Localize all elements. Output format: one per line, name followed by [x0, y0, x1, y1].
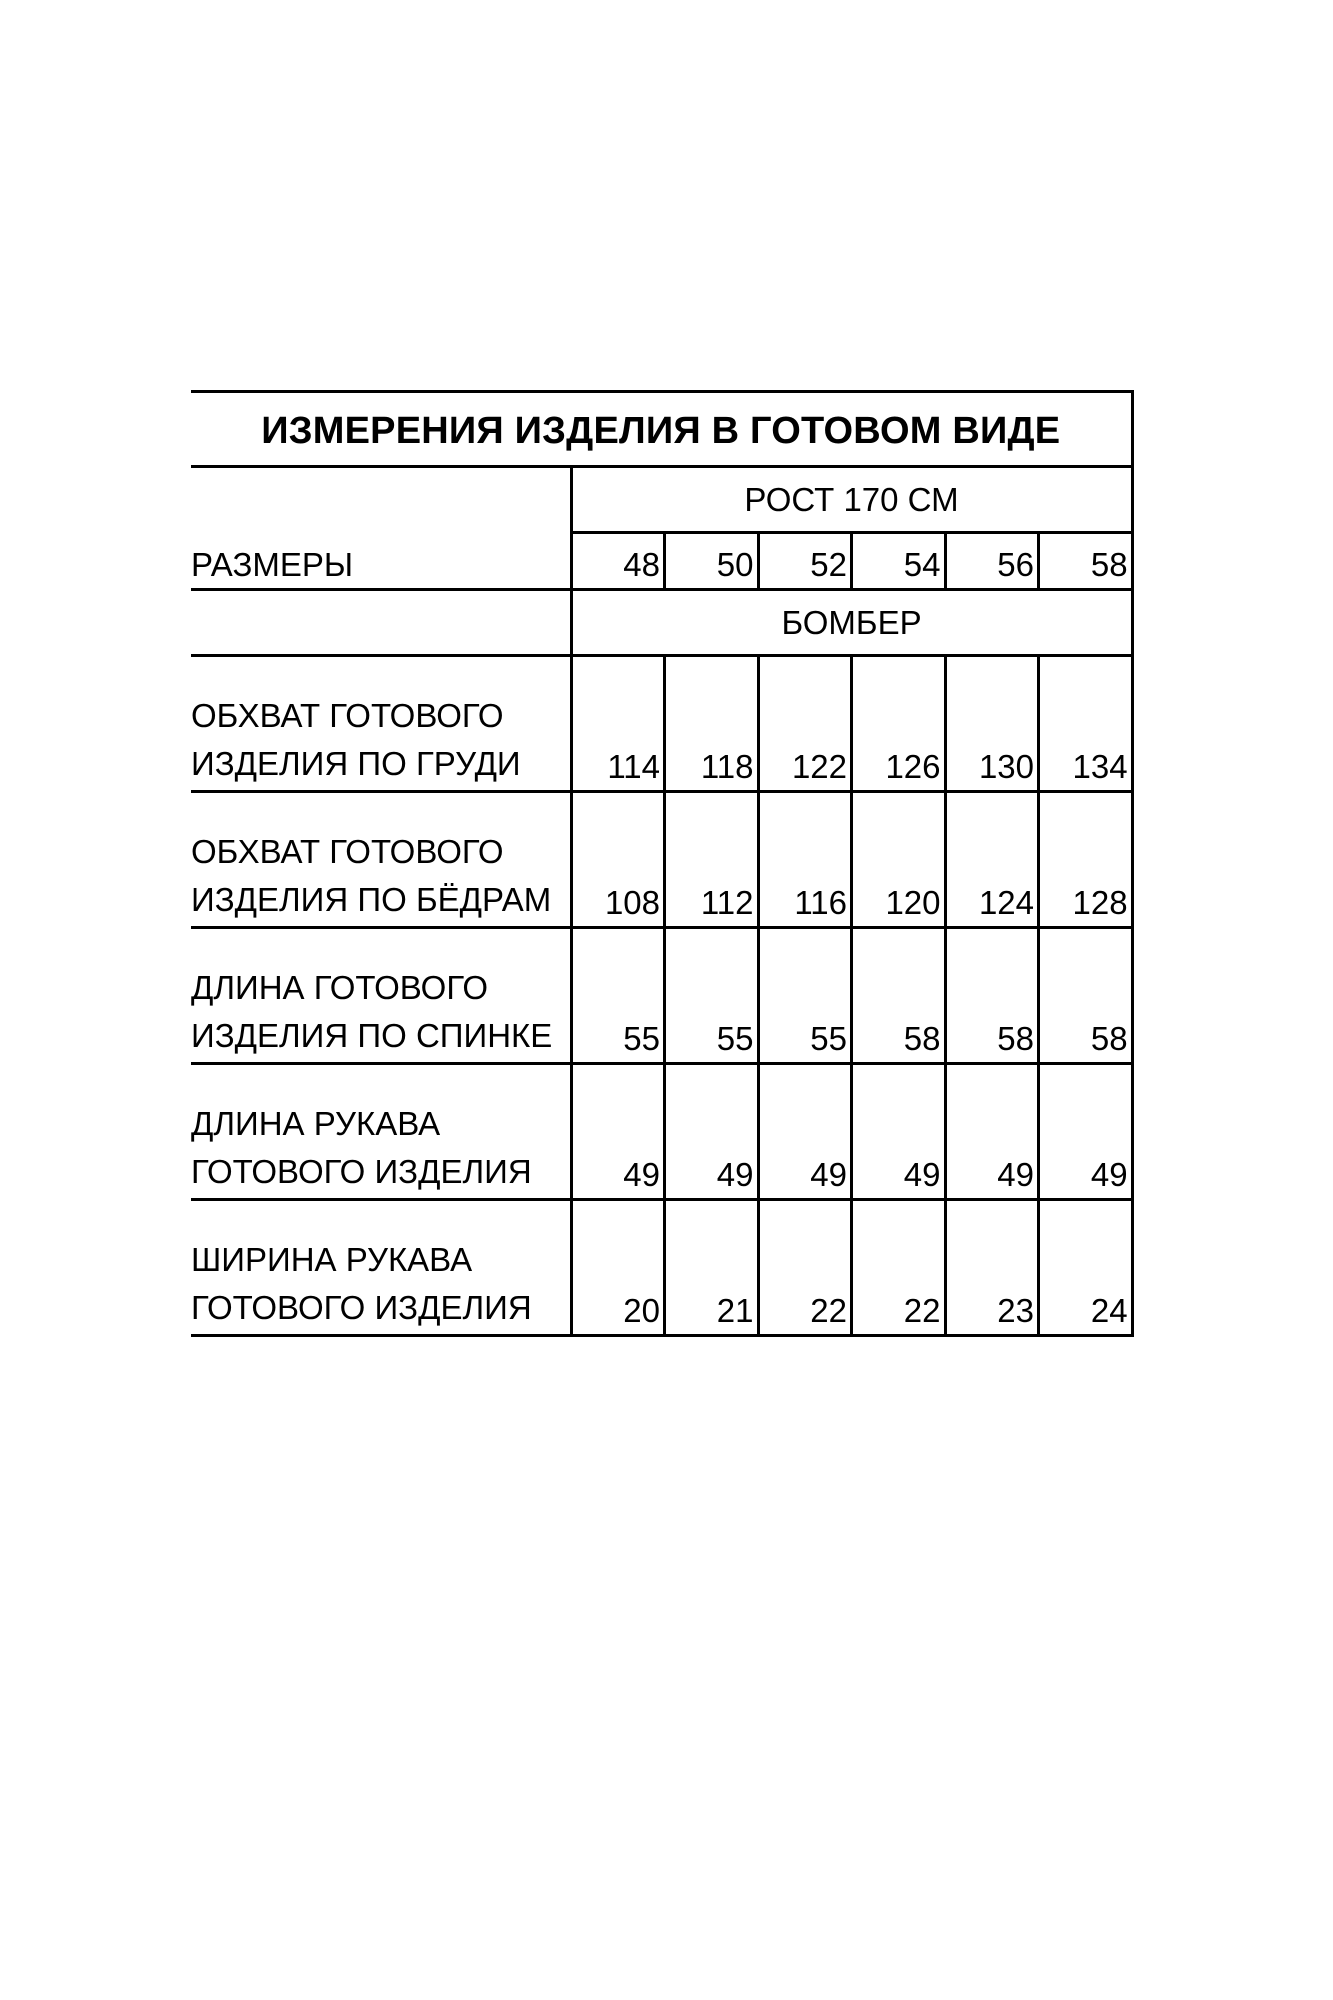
- value-cell: 58: [945, 928, 1039, 1064]
- height-label: РОСТ 170 СМ: [571, 467, 1132, 533]
- table-title: ИЗМЕРЕНИЯ ИЗДЕЛИЯ В ГОТОВОМ ВИДЕ: [191, 392, 1132, 467]
- table-row: [191, 656, 1132, 792]
- row-label: [191, 792, 571, 928]
- size-cell: 48: [571, 533, 665, 590]
- table-row: [191, 1200, 1132, 1336]
- value-cell: 22: [852, 1200, 946, 1336]
- value-cell: 118: [665, 656, 759, 792]
- row-label-line: ШИРИНА РУКАВА: [191, 1241, 473, 1278]
- value-cell: 49: [1039, 1064, 1133, 1200]
- size-cell: 56: [945, 533, 1039, 590]
- row-label-line: ГОТОВОГО ИЗДЕЛИЯ: [191, 1289, 532, 1326]
- value-cell: 116: [758, 792, 852, 928]
- table-row: [191, 1064, 1132, 1200]
- size-cell: 54: [852, 533, 946, 590]
- row-label-line: ИЗДЕЛИЯ ПО БЁДРАМ: [191, 881, 552, 918]
- row-label-line: ДЛИНА РУКАВА: [191, 1105, 441, 1142]
- table-row: [191, 792, 1132, 928]
- value-cell: 58: [852, 928, 946, 1064]
- size-cell: 58: [1039, 533, 1133, 590]
- value-cell: 58: [1039, 928, 1133, 1064]
- value-cell: 55: [571, 928, 665, 1064]
- value-cell: 124: [945, 792, 1039, 928]
- value-cell: 108: [571, 792, 665, 928]
- size-chart: [191, 390, 1132, 1337]
- row-label-line: ИЗДЕЛИЯ ПО ГРУДИ: [191, 745, 521, 782]
- height-row: [191, 467, 1132, 533]
- product-row: [191, 590, 1132, 656]
- value-cell: 24: [1039, 1200, 1133, 1336]
- value-cell: 21: [665, 1200, 759, 1336]
- value-cell: 49: [571, 1064, 665, 1200]
- value-cell: 130: [945, 656, 1039, 792]
- row-label-line: ОБХВАТ ГОТОВОГО: [191, 833, 504, 870]
- row-label-line: ИЗДЕЛИЯ ПО СПИНКЕ: [191, 1017, 553, 1054]
- value-cell: 55: [665, 928, 759, 1064]
- value-cell: 114: [571, 656, 665, 792]
- value-cell: 122: [758, 656, 852, 792]
- row-label: [191, 656, 571, 792]
- value-cell: 49: [665, 1064, 759, 1200]
- value-cell: 23: [945, 1200, 1039, 1336]
- value-cell: 128: [1039, 792, 1133, 928]
- row-label-line: ДЛИНА ГОТОВОГО: [191, 969, 489, 1006]
- value-cell: 20: [571, 1200, 665, 1336]
- value-cell: 126: [852, 656, 946, 792]
- row-label-line: ГОТОВОГО ИЗДЕЛИЯ: [191, 1153, 532, 1190]
- value-cell: 49: [852, 1064, 946, 1200]
- value-cell: 134: [1039, 656, 1133, 792]
- value-cell: 22: [758, 1200, 852, 1336]
- value-cell: 120: [852, 792, 946, 928]
- value-cell: 55: [758, 928, 852, 1064]
- row-label: [191, 928, 571, 1064]
- size-cell: 52: [758, 533, 852, 590]
- size-cell: 50: [665, 533, 759, 590]
- measurements-table: [191, 390, 1134, 1337]
- table-row: [191, 928, 1132, 1064]
- product-label: БОМБЕР: [571, 590, 1132, 656]
- value-cell: 112: [665, 792, 759, 928]
- row-label: [191, 1200, 571, 1336]
- sizes-label: РАЗМЕРЫ: [191, 467, 571, 590]
- value-cell: 49: [758, 1064, 852, 1200]
- title-row: [191, 392, 1132, 467]
- value-cell: 49: [945, 1064, 1039, 1200]
- row-label-line: ОБХВАТ ГОТОВОГО: [191, 697, 504, 734]
- row-label: [191, 1064, 571, 1200]
- product-row-blank: [191, 590, 571, 656]
